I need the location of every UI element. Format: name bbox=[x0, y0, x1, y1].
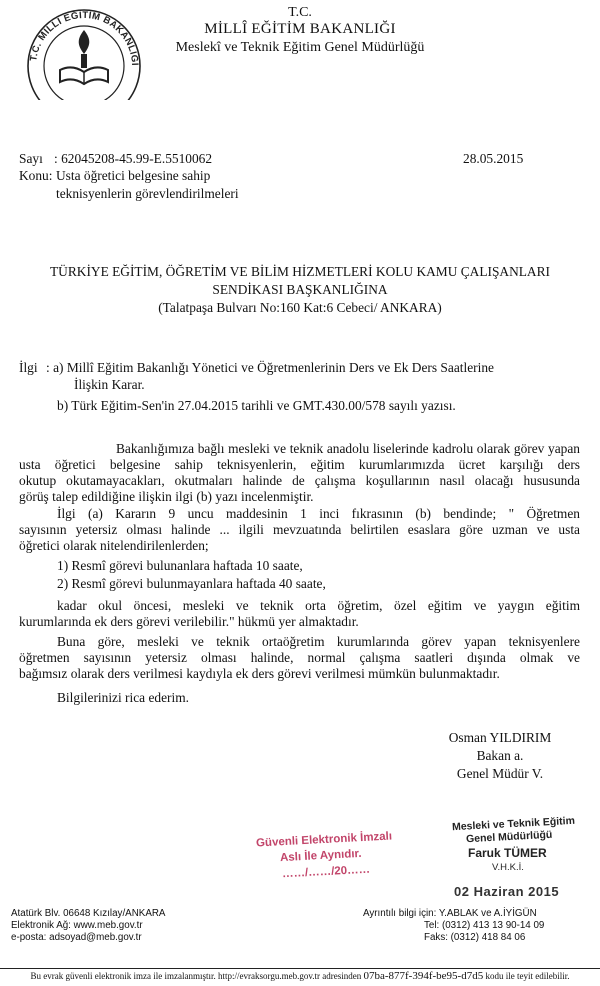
footer-contact: Ayrıntılı bilgi için: Y.ABLAK ve A.İYİGÜN bbox=[363, 908, 537, 919]
signatory-name: Osman YILDIRIM bbox=[448, 730, 552, 745]
ilgi-label: İlgi bbox=[19, 360, 38, 375]
paragraph-3-line-1: kadar okul öncesi, mesleki ve teknik orta öğretim, özel eğitim ve yaygın eğitim bbox=[57, 598, 580, 613]
footer-tel: Tel: (0312) 413 13 90-14 09 bbox=[424, 920, 545, 931]
footer-web: Elektronik Ağ: www.meb.gov.tr bbox=[11, 920, 143, 931]
verification-note bbox=[0, 970, 600, 982]
stamp-line-2: Aslı İle Aynıdır. bbox=[279, 847, 362, 865]
paragraph-1-line-3: okutup okutamayacakları, okutmaları halinde de çalışma koşullarının nasıl olacağı hususunda bbox=[19, 473, 580, 488]
header-ministry: MİLLÎ EĞİTİM BAKANLIĞI bbox=[204, 21, 396, 37]
sayi-value: : 62045208-45.99-E.5510062 bbox=[54, 151, 213, 166]
sayi-label: Sayı bbox=[19, 151, 43, 166]
addressee-line-1: TÜRKİYE EĞİTİM, ÖĞRETİM VE BİLİM HİZMETLERİ KOLU KAMU ÇALIŞANLARI bbox=[50, 264, 550, 279]
cert-stamp-name: Faruk TÜMER bbox=[468, 846, 547, 860]
footer-address: Atatürk Blv. 06648 Kızılay/ANKARA bbox=[11, 908, 166, 919]
ilgi-a-line-1: : a) Millî Eğitim Bakanlığı Yönetici ve Öğretmenlerinin Ders ve Ek Ders Saatlerine bbox=[46, 360, 494, 375]
stamp-line-1: Güvenli Elektronik İmzalı bbox=[255, 830, 393, 850]
document-date: 28.05.2015 bbox=[463, 151, 524, 166]
paragraph-2-line-2: sayısının yetersiz olması halinde ... ilgili mevzuatında belirtilen esaslara göre uzman ve usta bbox=[19, 522, 580, 537]
footer-fax: Faks: (0312) 418 84 06 bbox=[424, 932, 526, 943]
list-item-1: 1) Resmî görevi bulunanlara haftada 10 saate, bbox=[57, 558, 303, 573]
closing-line: Bilgilerinizi rica ederim. bbox=[57, 690, 189, 705]
header-tc: T.C. bbox=[288, 5, 312, 20]
ilgi-b-line: b) Türk Eğitim-Sen'in 27.04.2015 tarihli ve GMT.430.00/578 sayılı yazısı. bbox=[57, 398, 456, 413]
paragraph-4-line-1: Buna göre, mesleki ve teknik ortaöğretim kurumlarında görev yapan teknisyenlere bbox=[57, 634, 580, 649]
verification-text-2: kodu ile teyit edilebilir. bbox=[483, 971, 570, 981]
addressee-line-2: SENDİKASI BAŞKANLIĞINA bbox=[212, 282, 388, 297]
konu-label: Konu: bbox=[19, 168, 53, 183]
konu-line-1: Usta öğretici belgesine sahip bbox=[56, 168, 211, 183]
konu-line-2: teknisyenlerin görevlendirilmeleri bbox=[56, 186, 239, 201]
paragraph-1-line-1: Bakanlığımıza bağlı mesleki ve teknik anadolu liselerinde kadrolu olarak görev yapan bbox=[116, 441, 580, 456]
paragraph-3-line-2: kurumlarında ek ders görevi verilebilir." hükmü yer almaktadır. bbox=[19, 614, 359, 629]
ilgi-a-line-2: İlişkin Karar. bbox=[74, 377, 145, 392]
paragraph-4-line-3: bağımsız olarak ders verilmesi kaydıyla ek ders görevi verilmesi mümkün bulunmaktadır. bbox=[19, 666, 500, 681]
emblem-text: T.C. MİLLÎ EĞİTİM BAKANLIĞI bbox=[28, 9, 141, 67]
footer-email: e-posta: adsoyad@meb.gov.tr bbox=[11, 932, 142, 943]
verification-text-1: Bu evrak güvenli elektronik imza ile imzalanmıştır. http://evraksorgu.meb.gov.tr adresinden bbox=[30, 971, 364, 981]
signatory-title-1: Bakan a. bbox=[476, 748, 524, 763]
paragraph-2-line-3: öğretici olarak nitelendirilenlerden; bbox=[19, 538, 209, 553]
footer-divider bbox=[0, 968, 600, 969]
cert-stamp-line-1: Mesleki ve Teknik Eğitim bbox=[451, 814, 576, 834]
date-stamp: 02 Haziran 2015 bbox=[454, 884, 560, 899]
cert-stamp-line-2: Genel Müdürlüğü bbox=[465, 828, 553, 846]
paragraph-4-line-2: öğretmen sayısının yetersiz olması halinde, normal çalışma saatleri dışında olmak ve bbox=[19, 650, 580, 665]
stamp-line-3: ……/……/20…… bbox=[281, 863, 371, 881]
paragraph-1-line-4: görüş talep edildiğine ilişkin ilgi (b) yazı incelenmiştir. bbox=[19, 489, 314, 504]
cert-stamp-vhki: V.H.K.İ. bbox=[492, 862, 524, 873]
header-directorate: Meslekî ve Teknik Eğitim Genel Müdürlüğü bbox=[175, 40, 425, 55]
list-item-2: 2) Resmî görevi bulunmayanlara haftada 40 saate, bbox=[57, 576, 326, 591]
verification-code: 07ba-877f-394f-be95-d7d5 bbox=[363, 970, 484, 982]
paragraph-1-line-2: usta öğretici belgesine sahip teknisyenlerin, eğitim kurumlarımızda ücret karşılığı ders bbox=[19, 457, 580, 472]
addressee-address: (Talatpaşa Bulvarı No:160 Kat:6 Cebeci/ ANKARA) bbox=[158, 300, 442, 315]
signatory-title-2: Genel Müdür V. bbox=[456, 766, 544, 781]
paragraph-2-line-1: İlgi (a) Kararın 9 uncu maddesinin 1 inci fıkrasının (b) bendinde; " Öğretmen bbox=[57, 506, 580, 521]
